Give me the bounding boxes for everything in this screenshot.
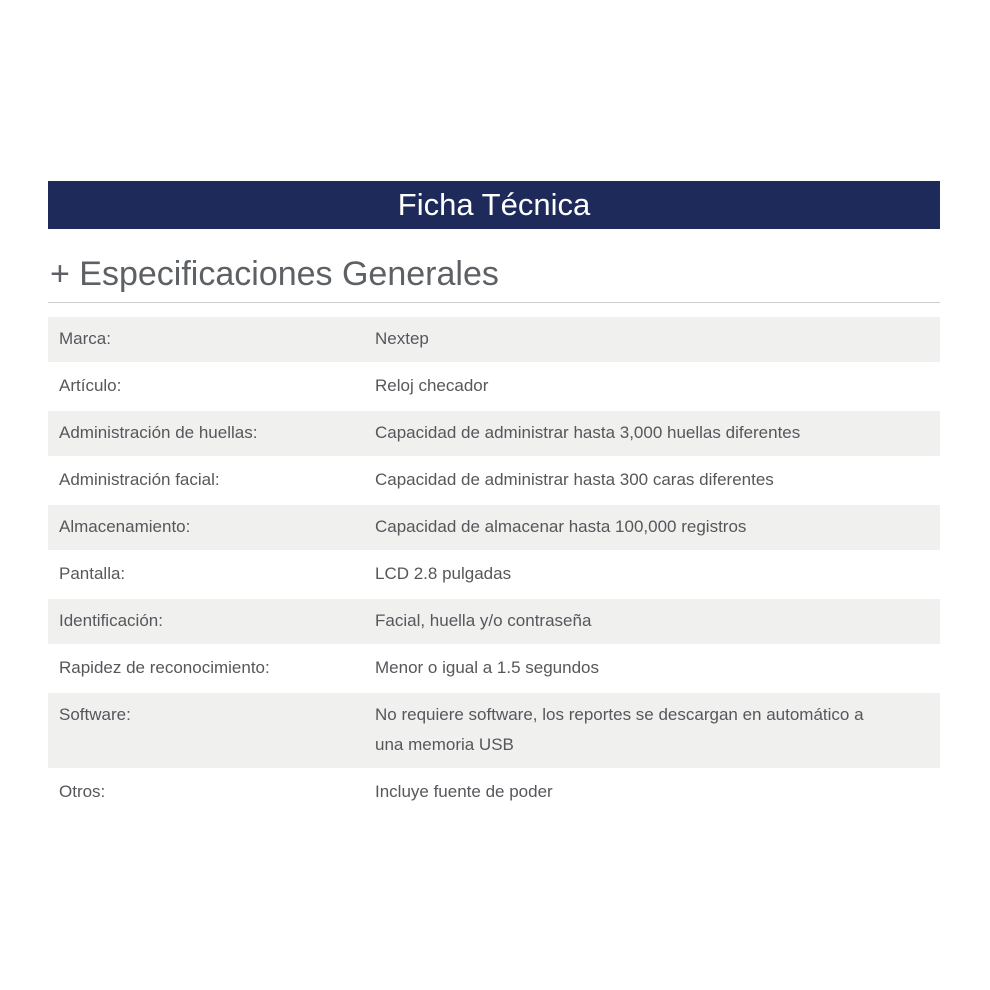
spec-label: Administración de huellas: (59, 423, 258, 442)
table-row (48, 410, 940, 457)
section-heading-especificaciones-generales[interactable]: + Especificaciones Generales (50, 255, 499, 293)
spec-value: Menor o igual a 1.5 segundos (375, 658, 599, 677)
spec-value: Reloj checador (375, 376, 489, 395)
spec-value: LCD 2.8 pulgadas (375, 564, 512, 583)
table-row (48, 598, 940, 645)
spec-label: Software: (59, 705, 131, 724)
spec-label: Pantalla: (59, 564, 126, 583)
table-row (48, 363, 940, 410)
spec-label: Identificación: (59, 611, 163, 630)
spec-value: Capacidad de administrar hasta 3,000 huellas diferentes (375, 423, 801, 442)
table-row (48, 769, 940, 816)
spec-value: No requiere software, los reportes se descargan en automático a una memoria USB (375, 705, 864, 754)
section-divider (48, 302, 940, 303)
table-row (48, 317, 940, 363)
spec-value: Incluye fuente de poder (375, 782, 553, 801)
spec-label: Administración facial: (59, 470, 220, 489)
table-row (48, 692, 940, 769)
spec-sheet (48, 181, 940, 817)
title-bar (48, 181, 940, 229)
spec-label: Rapidez de reconocimiento: (59, 658, 270, 677)
spec-label: Otros: (59, 782, 106, 801)
spec-label: Almacenamiento: (59, 517, 191, 536)
spec-value: Capacidad de almacenar hasta 100,000 registros (375, 517, 747, 536)
spec-value: Facial, huella y/o contraseña (375, 611, 592, 630)
table-row (48, 504, 940, 551)
spec-value: Nextep (375, 329, 429, 348)
spec-label: Marca: (59, 329, 111, 348)
table-row (48, 645, 940, 692)
spec-value: Capacidad de administrar hasta 300 caras diferentes (375, 470, 774, 489)
table-row (48, 457, 940, 504)
page-title: Ficha Técnica (397, 187, 591, 222)
spec-label: Artículo: (59, 376, 122, 395)
spec-table (48, 317, 940, 817)
table-row (48, 551, 940, 598)
